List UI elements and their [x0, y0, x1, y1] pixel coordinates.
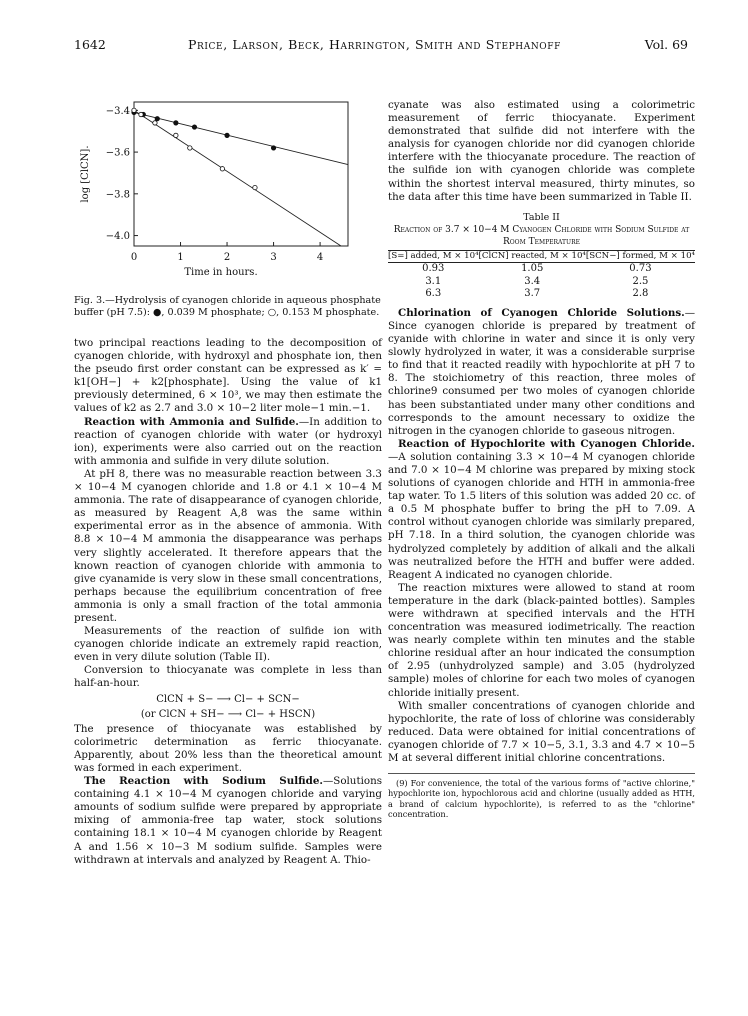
data-point-open	[174, 133, 178, 137]
paragraph: The presence of thiocyanate was established by colorimetric determination as ferric thiocyanate. Apparently, about 20% less than the theoretical amount was formed in each experiment.	[74, 722, 382, 774]
paragraph: Measurements of the reaction of sulfide ion with cyanogen chloride indicate an extremely rapid reaction, even in very dilute solution (Table II).	[74, 625, 382, 664]
x-tick-label: 1	[177, 252, 184, 263]
table-cell: 0.73	[629, 263, 652, 275]
section-heading: The Reaction with Sodium Sulfide.	[84, 775, 323, 788]
table-cell: 0.93	[422, 263, 445, 275]
plot-frame	[134, 102, 348, 246]
paragraph: two principal reactions leading to the decomposition of cyanogen chloride, with hydroxyl and phosphate ion, then the pseudo first order constant can be expressed as k′ = k1[OH−] + k2[phosphate]. Using the value of k1 previously determined, 6 × 10³, we may then estimate the values of k2 as 2.7 and 3.0 × 10−2 liter mole−1 min.−1.	[74, 337, 382, 415]
table-header: [S=] added, M × 10⁴	[388, 250, 479, 261]
y-tick-label: −3.4	[105, 105, 130, 117]
x-tick-label: 0	[130, 252, 138, 263]
paragraph: The reaction mixtures were allowed to stand at room temperature in the dark (black-painted bottles). Samples were withdrawn at specified intervals and the HTH concentration was measured iodimetrically. The reaction was nearly complete within ten minutes and the stable chlorine residual after an hour indicated the consumption of 2.95 (unhydrolyzed sample) and 3.05 (hydrolyzed sample) moles of chlorine for each two moles of cyanogen chloride initially present.	[388, 581, 695, 699]
table-header: [ClCN] reacted, M × 10⁴	[478, 250, 586, 261]
volume-label: Vol. 69	[644, 37, 688, 52]
data-point-open	[188, 146, 192, 150]
y-axis-label: log [ClCN].	[80, 145, 91, 203]
data-point-open	[153, 121, 157, 125]
table-cell: 3.1	[425, 275, 442, 287]
section-heading: Reaction with Ammonia and Sulfide.	[84, 415, 299, 428]
paragraph: At pH 8, there was no measurable reaction between 3.3 × 10−4 M cyanogen chloride and 1.8 or 4.1 × 10−4 M ammonia. The rate of disappearance of cyanogen chloride, as measured by Reagent A,8 was the same within experimental error as in the absence of ammonia. With 8.8 × 10−4 M ammonia the disappearance was perhaps very slightly accelerated. It therefore appears that the known reaction of cyanogen chloride with ammonia to give cyanamide is very slow in these small concentrations, perhaps because the equilibrium concentration of free ammonia is only a small fraction of the total ammonia present.	[74, 467, 382, 624]
data-point-open	[139, 112, 143, 116]
footnote-9: (9) For convenience, the total of the various forms of "active chlorine," hypochlorite ion, hypochlorous acid and chlorine (usually added as HTH, a brand of calcium hypochlorite), is referred to as the "chlorine" concentration.	[388, 773, 695, 819]
table-caption: Reaction of 3.7 × 10−4 M Cyanogen Chloride with Sodium Sulfide at Room Temperature	[393, 224, 690, 247]
data-point-filled	[225, 133, 229, 137]
data-point-open	[253, 185, 257, 189]
y-tick-label: −3.6	[105, 147, 130, 159]
table-title: Table II	[523, 211, 560, 223]
table-row	[388, 288, 695, 301]
equation-1: ClCN + S− ⟶ Cl− + SCN−	[156, 693, 300, 705]
fit-line	[134, 112, 348, 164]
data-point-filled	[155, 116, 159, 120]
section-text: —Since cyanogen chloride is prepared by treatment of cyanide with chlorine in water and since it is only very slowly hydrolyzed in water, it was a considerable surprise to find that it reacted readily with hypochlorite at pH 7 to 8. The stoichiometry of this reaction, three moles of chlorine9 consumed per two moles of cyanogen chloride has been substantiated under many other conditions and corresponds to the amount necessary to oxidize the nitrogen in the cyanogen chloride to gaseous nitrogen.	[388, 306, 695, 437]
x-axis-label: Time in hours.	[184, 267, 258, 278]
table-cell: 1.05	[521, 263, 544, 275]
y-tick-label: −3.8	[105, 189, 130, 201]
page-number: 1642	[74, 37, 106, 52]
section-text: —Solutions containing 4.1 × 10−4 M cyanogen chloride and varying amounts of sodium sulfide were prepared by appropriate mixing of ammonia-free tap water, stock solutions containing 18.1 × 10−4 M cyanogen chloride by Reagent A and 1.56 × 10−3 M sodium sulfide. Samples were withdrawn at intervals and analyzed by Reagent A. Thio-	[74, 775, 382, 866]
table-row	[388, 276, 695, 289]
x-tick-label: 3	[270, 252, 277, 263]
right-column	[388, 99, 695, 819]
table-cell: 3.7	[524, 288, 541, 300]
table-cell: 2.5	[632, 275, 649, 287]
section-heading: Reaction of Hypochlorite with Cyanogen Chloride.	[398, 437, 695, 450]
section-sodium-sulfide	[74, 775, 382, 867]
data-point-open	[132, 108, 136, 112]
paragraph: With smaller concentrations of cyanogen chloride and hypochlorite, the rate of loss of chlorine was considerably reduced. Data were obtained for initial concentrations of cyanogen chloride of 7.7 × 10−5, 3.1, 3.3 and 4.7 × 10−5 M at several different initial chlorine concentrations.	[388, 699, 695, 765]
running-header-authors: Price, Larson, Beck, Harrington, Smith and Stephanoff	[188, 37, 561, 52]
x-tick-label: 4	[316, 252, 324, 263]
table-row	[388, 263, 695, 276]
y-tick-label: −4.0	[105, 231, 130, 243]
left-column	[74, 337, 382, 867]
table-cell: 2.8	[632, 288, 649, 300]
section-text: —In addition to reaction of cyanogen chloride with water (or hydroxyl ion), experiments were also carried out on the reaction with ammonia and sulfide in very dilute solution.	[74, 415, 382, 467]
section-hypochlorite	[388, 438, 695, 582]
table-header: [SCN−] formed, M × 10⁴	[585, 250, 695, 261]
table-cell: 6.3	[425, 288, 442, 300]
table-ii	[388, 250, 695, 301]
section-heading: Chlorination of Cyanogen Chloride Solutions.	[398, 306, 685, 319]
fit-line	[134, 110, 341, 246]
data-point-filled	[271, 146, 275, 150]
data-point-filled	[174, 121, 178, 125]
x-tick-label: 2	[223, 252, 231, 263]
figure-3-chart	[74, 96, 384, 300]
section-chlorination	[388, 307, 695, 438]
paragraph: Conversion to thiocyanate was complete in less than half-an-hour.	[74, 664, 382, 690]
paragraph: cyanate was also estimated using a colorimetric measurement of ferric thiocyanate. Experiment demonstrated that sulfide did not interfere with the analysis for cyanogen chloride nor did cyanogen chloride interfere with the thiocyanate procedure. The reaction of the sulfide ion with cyanogen chloride was complete within the shortest interval measured, thirty minutes, so the data after this time have been summarized in Table II.	[388, 99, 695, 203]
data-point-open	[220, 167, 224, 171]
table-cell: 3.4	[524, 275, 541, 287]
figure-caption: Fig. 3.—Hydrolysis of cyanogen chloride in aqueous phosphate buffer (pH 7.5): ●, 0.039 M phosphate; ○, 0.153 M phosphate.	[74, 295, 381, 319]
section-text: —A solution containing 3.3 × 10−4 M cyanogen chloride and 7.0 × 10−4 M chlorine was prepared by mixing stock solutions of cyanogen chloride and HTH in ammonia-free tap water. To 1.5 liters of this solution was added 20 cc. of a 0.5 M phosphate buffer to bring the pH to 7.09. A control without cyanogen chloride was similarly prepared, pH 7.18. In a third solution, the cyanogen chloride was hydrolyzed completely by addition of alkali and the alkali was neutralized before the HTH and buffer were added. Reagent A indicated no cyanogen chloride.	[388, 450, 695, 581]
data-point-filled	[192, 125, 196, 129]
equation-2: (or ClCN + SH− ⟶ Cl− + HSCN)	[140, 708, 316, 720]
section-ammonia-sulfide	[74, 416, 382, 468]
